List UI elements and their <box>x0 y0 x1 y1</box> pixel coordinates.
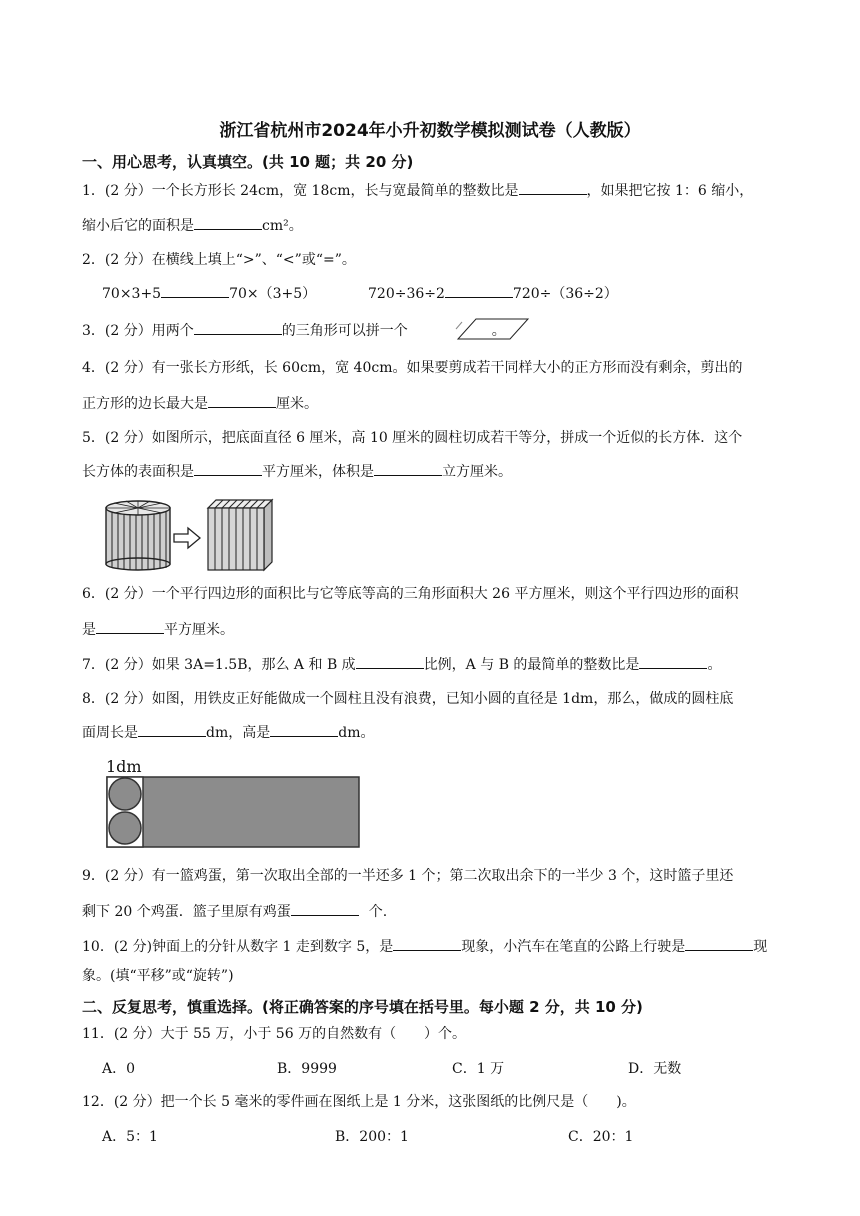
question-9-text: 个. <box>368 904 388 920</box>
question-6-text: 平方厘米。 <box>164 622 234 638</box>
section-1-heading: 一、用心思考，认真填空。(共 10 题；共 20 分) <box>82 153 414 171</box>
expression: 720÷36÷2 <box>368 286 445 302</box>
section-2-heading: 二、反复思考，慎重选择。(将正确答案的序号填在括号里。每小题 2 分，共 10 分) <box>82 998 643 1016</box>
question-6-text: 是 <box>82 622 96 638</box>
base-circle-bottom <box>109 812 141 844</box>
answer-blank[interactable] <box>161 283 229 298</box>
question-5-line-1: 5．(2 分）如图所示，把底面直径 6 厘米，高 10 厘米的圆柱切成若干等分，拼成一个近似的长方体．这个 <box>82 430 743 446</box>
question-1-line-2 <box>82 215 303 236</box>
question-10-text: 现象，小汽车在笔直的公路上行驶是 <box>461 939 686 955</box>
question-5-text: 平方厘米，体积是 <box>262 464 374 480</box>
question-1-text: 缩小后它的面积是 <box>82 218 194 234</box>
answer-blank[interactable] <box>685 936 753 951</box>
question-7-line <box>82 654 721 675</box>
question-7-text: 比例，A 与 B 的最简单的整数比是 <box>423 657 640 673</box>
question-5-line-2 <box>82 461 512 482</box>
question-1-line-1 <box>82 180 753 201</box>
question-12-stem: 12．(2 分）把一个长 5 毫米的零件画在图纸上是 1 分米，这张图纸的比例尺是（ )。 <box>82 1094 636 1110</box>
question-9-text: 剩下 20 个鸡蛋．篮子里原有鸡蛋 <box>82 904 291 920</box>
question-4-line-1: 4．(2 分）有一张长方形纸，长 60cm，宽 40cm。如果要剪成若干同样大小的正方形而没有剩余，剪出的 <box>82 360 743 376</box>
question-5-text: 立方厘米。 <box>442 464 512 480</box>
question-5-text: 长方体的表面积是 <box>82 464 194 480</box>
question-11-option-d[interactable]: D．无数 <box>628 1061 682 1077</box>
question-12-option-b[interactable]: B．200：1 <box>335 1129 409 1145</box>
figure-label-1dm: 1dm <box>106 757 142 776</box>
question-7-text: 7．(2 分）如果 3A=1.5B，那么 A 和 B 成 <box>82 657 356 673</box>
question-3-text: 。 <box>491 323 506 339</box>
question-6-line-2 <box>82 619 234 640</box>
question-12-option-a[interactable]: A．5：1 <box>102 1129 158 1145</box>
answer-blank[interactable] <box>208 393 276 408</box>
expression: 720÷（36÷2） <box>512 286 618 302</box>
cylinder-icon <box>106 501 170 570</box>
question-4-text: 正方形的边长最大是 <box>82 396 208 412</box>
base-circle-top <box>109 778 141 810</box>
question-9-line-2 <box>82 901 387 922</box>
question-8-text: dm，高是 <box>206 725 271 741</box>
question-11-option-a[interactable]: A．0 <box>102 1061 136 1077</box>
page-title: 浙江省杭州市2024年小升初数学模拟测试卷（人教版） <box>219 121 641 141</box>
answer-blank[interactable] <box>96 619 164 634</box>
answer-blank[interactable] <box>356 654 424 669</box>
question-2-line-1: 2．(2 分）在横线上填上“>”、“<”或“=”。 <box>82 252 356 268</box>
question-11-option-c[interactable]: C．1 万 <box>452 1061 505 1077</box>
expression: 70×（3+5） <box>229 286 317 302</box>
question-10-line-1 <box>82 936 767 957</box>
parallelogram-shape <box>458 319 528 339</box>
parallelogram-tick <box>456 322 462 329</box>
cylinder-to-cuboid-figure <box>100 496 280 574</box>
answer-blank[interactable] <box>194 320 282 335</box>
question-12-option-c[interactable]: C．20：1 <box>568 1129 634 1145</box>
cylinder-net-figure <box>106 776 360 848</box>
question-10-line-2: 象。(填“平移”或“旋转”) <box>82 968 234 984</box>
question-3-text: 3．(2 分）用两个 <box>82 323 194 339</box>
question-1-text: 1．(2 分）一个长方形长 24cm，宽 18cm，长与宽最简单的整数比是 <box>82 183 519 199</box>
question-10-text: 10．(2 分)钟面上的分针从数字 1 走到数字 5，是 <box>82 939 394 955</box>
question-8-line-2 <box>82 722 375 743</box>
cuboid-icon <box>208 500 272 570</box>
answer-blank[interactable] <box>270 722 338 737</box>
answer-blank[interactable] <box>194 461 262 476</box>
question-2-expr-2 <box>368 283 618 304</box>
parallelogram-figure <box>452 316 532 342</box>
question-3-text: 的三角形可以拼一个 <box>281 323 408 339</box>
question-10-text: 现 <box>753 939 768 955</box>
question-11-option-b[interactable]: B．9999 <box>277 1061 337 1077</box>
answer-blank[interactable] <box>639 654 707 669</box>
question-8-text: 面周长是 <box>82 725 138 741</box>
answer-blank[interactable] <box>291 901 359 916</box>
question-6-line-1: 6．(2 分）一个平行四边形的面积比与它等底等高的三角形面积大 26 平方厘米，则这个平行四边形的面积 <box>82 586 739 602</box>
question-11-stem: 11．(2 分）大于 55 万，小于 56 万的自然数有（ ）个。 <box>82 1026 467 1042</box>
question-4-line-2 <box>82 393 318 414</box>
question-9-line-1: 9．(2 分）有一篮鸡蛋，第一次取出全部的一半还多 1 个；第二次取出余下的一半少 3 个，这时篮子里还 <box>82 868 734 884</box>
question-4-text: 厘米。 <box>276 396 318 412</box>
answer-blank[interactable] <box>393 936 461 951</box>
answer-blank[interactable] <box>194 215 262 230</box>
answer-blank[interactable] <box>445 283 513 298</box>
answer-blank[interactable] <box>374 461 442 476</box>
question-7-text: 。 <box>707 657 722 673</box>
question-2-expr-1 <box>102 283 316 304</box>
question-1-text: cm²。 <box>262 218 303 234</box>
answer-blank[interactable] <box>138 722 206 737</box>
question-3-line <box>82 320 506 341</box>
answer-blank[interactable] <box>519 180 587 195</box>
arrow-right-icon <box>174 528 200 548</box>
question-8-line-1: 8．(2 分）如图，用铁皮正好能做成一个圆柱且没有浪费，已知小圆的直径是 1dm，那么，做成的圆柱底 <box>82 691 734 707</box>
net-rectangle <box>107 777 359 847</box>
question-8-text: dm。 <box>338 725 375 741</box>
expression: 70×3+5 <box>102 286 162 302</box>
question-1-text: ，如果把它按 1：6 缩小， <box>586 183 754 199</box>
